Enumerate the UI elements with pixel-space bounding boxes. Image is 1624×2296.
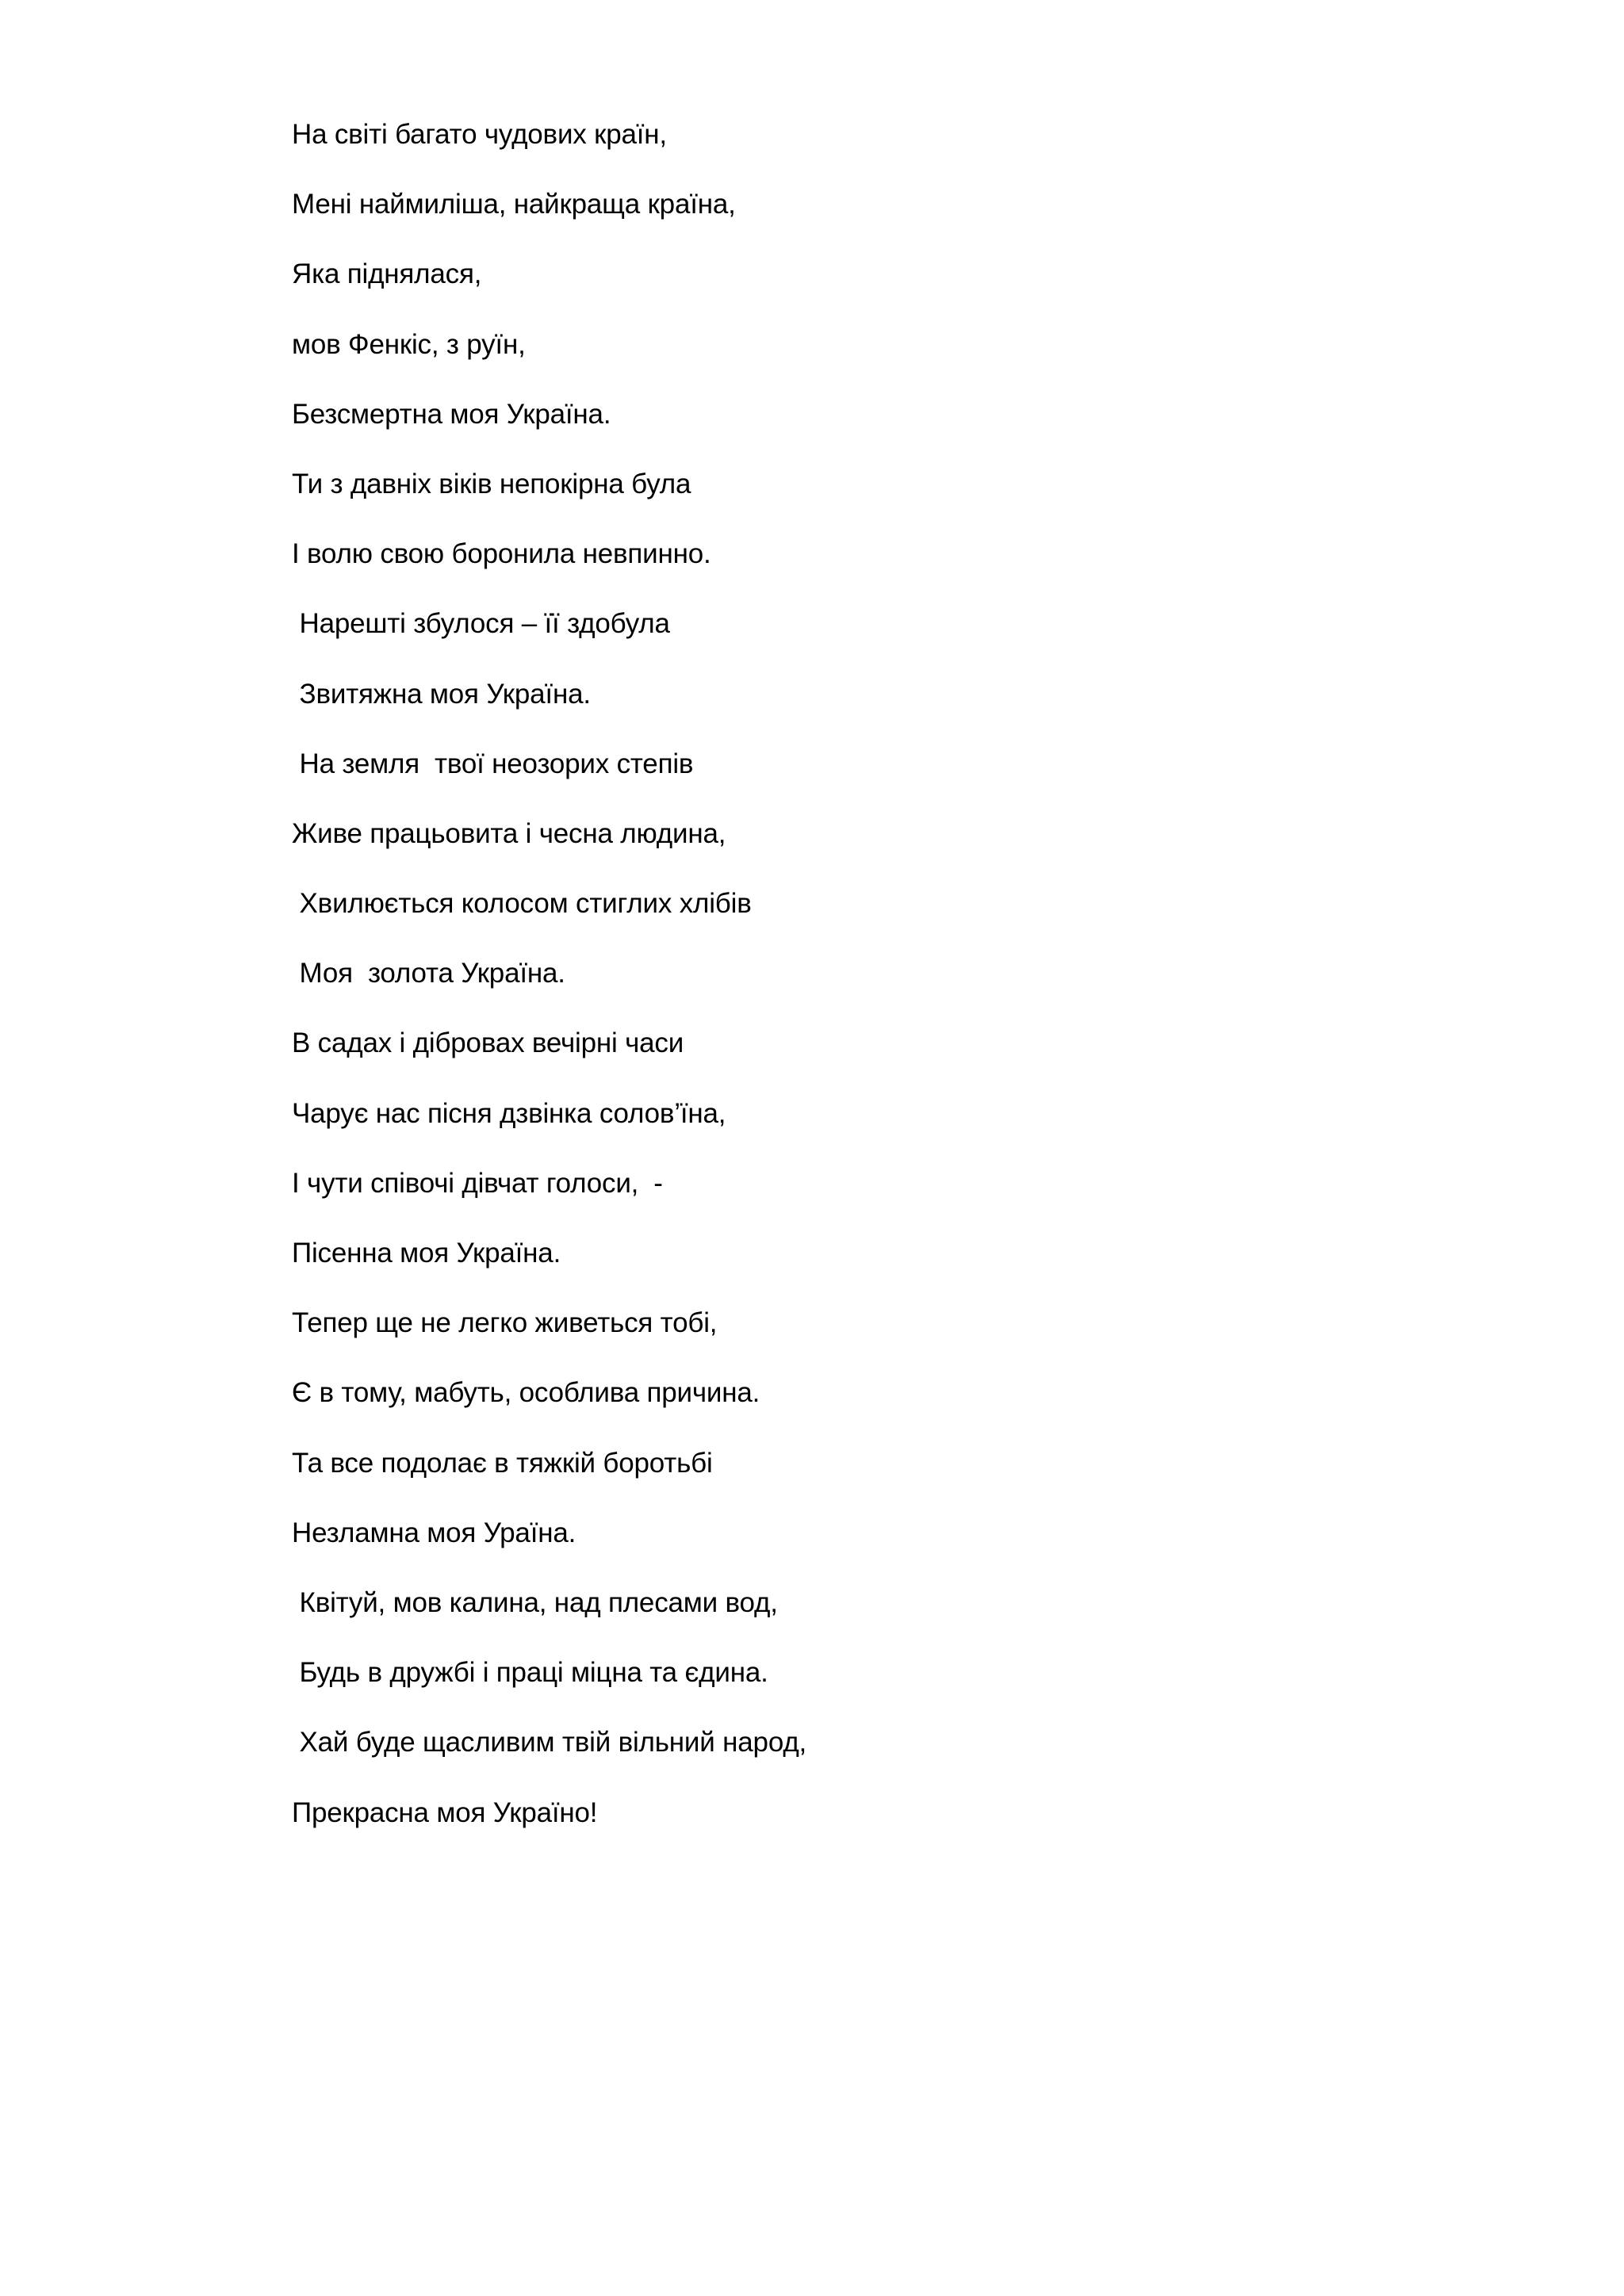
- poem-line: Нарешті збулося – її здобула: [292, 608, 670, 640]
- poem-line: Живе працьовита і чесна людина,: [292, 817, 726, 849]
- poem-line: Мені наймиліша, найкраща країна,: [292, 189, 736, 220]
- poem-line: Чарує нас пісня дзвінка солов’їна,: [292, 1097, 726, 1129]
- poem-line: Хвилюється колосом стиглих хлібів: [292, 888, 752, 920]
- poem-line: Незламна моя Ураїна.: [292, 1517, 576, 1548]
- poem-line: Квітуй, мов калина, над плесами вод,: [292, 1586, 778, 1618]
- poem-line: Звитяжна моя Україна.: [292, 678, 591, 710]
- poem-line: Будь в дружбі і праці міцна та єдина.: [292, 1657, 768, 1689]
- poem-line: Безсмертна моя Україна.: [292, 398, 611, 430]
- poem-line: Яка піднялася,: [292, 258, 482, 290]
- poem-line: І чути співочі дівчат голоси, -: [292, 1167, 663, 1199]
- poem-line: Тепер ще не легко живеться тобі,: [292, 1307, 718, 1339]
- poem-line: Пісенна моя Україна.: [292, 1238, 561, 1269]
- poem-text: [292, 116, 1402, 1864]
- poem-line: На земля твої неозорих степів: [292, 748, 694, 779]
- poem-line: В садах і дібровах вечірні часи: [292, 1027, 684, 1059]
- poem-line: На світі багато чудових країн,: [292, 119, 667, 150]
- poem-line: Ти з давніх віків непокірна була: [292, 468, 691, 499]
- poem-line: І волю свою боронила невпинно.: [292, 538, 711, 570]
- poem-line: Моя золота Україна.: [292, 958, 565, 989]
- poem-line: Прекрасна моя Україно!: [292, 1797, 598, 1828]
- poem-line: мов Фенкіс, з руїн,: [292, 328, 526, 360]
- poem-line: Хай буде щасливим твій вільний народ,: [292, 1727, 807, 1758]
- poem-line: Та все подолає в тяжкій боротьбі: [292, 1447, 713, 1479]
- poem-line: Є в тому, мабуть, особлива причина.: [292, 1377, 760, 1409]
